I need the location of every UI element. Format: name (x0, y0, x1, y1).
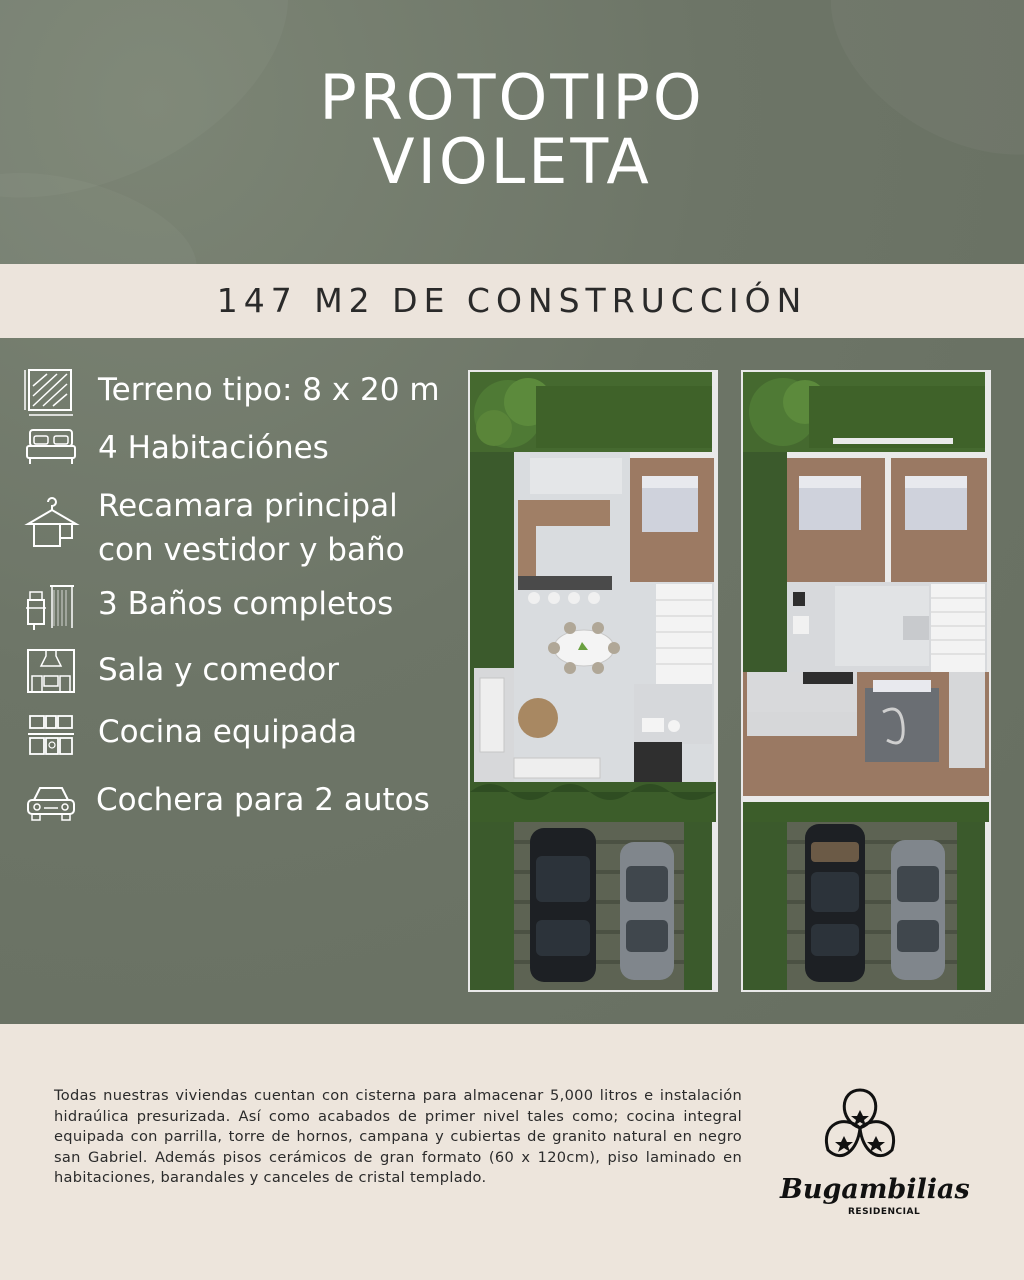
feature-master-line2: con vestidor y baño (98, 532, 405, 568)
hanger-icon (24, 494, 80, 550)
bougainvillea-flower-icon (778, 1084, 942, 1180)
description-text: Todas nuestras viviendas cuentan con cisterna para almacenar 5,000 litros e instalación hidraúlica presurizada. Así como acabados de primer nivel tales como; cocina integral equipada con parrilla, torre de hornos, campana y cubiertas de granito natural en negro san Gabriel. Además pisos cerámicos de gran formato (60 x 120cm), piso laminado en habitaciones, barandales y canceles de cristal templado. (54, 1087, 742, 1187)
ground-floor-render (470, 372, 716, 990)
title-line-2: VIOLETA (372, 125, 652, 198)
feature-master (24, 484, 464, 572)
construction-band (0, 264, 1024, 338)
feature-garage-label: Cochera para 2 autos (96, 782, 430, 818)
feature-bedrooms (24, 426, 464, 472)
bed-icon (24, 426, 78, 470)
feature-kitchen-label: Cocina equipada (98, 714, 358, 750)
brand-name: Bugambilias (780, 1174, 970, 1205)
car-icon (24, 782, 78, 826)
bathroom-icon (24, 582, 78, 632)
lot-size-icon (24, 366, 78, 418)
brand-logo (778, 1084, 970, 1230)
title-line-1: PROTOTIPO (319, 61, 705, 134)
feature-garage (24, 778, 464, 828)
floor-plan-upper (741, 370, 991, 992)
upper-floor-render (743, 372, 989, 990)
feature-master-line1: Recamara principal (98, 488, 398, 524)
footer (0, 1024, 1024, 1280)
feature-living (24, 646, 464, 696)
brand-subtitle: RESIDENCIAL (848, 1207, 921, 1217)
feature-bathrooms (24, 582, 464, 632)
feature-lot (24, 366, 464, 416)
feature-bedrooms-label: 4 Habitaciónes (98, 430, 329, 466)
feature-kitchen (24, 710, 464, 760)
construction-area: 147 M2 DE CONSTRUCCIÓN (216, 281, 808, 320)
kitchen-icon (24, 712, 78, 760)
feature-living-label: Sala y comedor (98, 652, 340, 688)
living-room-icon (24, 646, 78, 696)
feature-bathrooms-label: 3 Baños completos (98, 586, 394, 622)
floor-plan-ground (468, 370, 718, 992)
feature-lot-label: Terreno tipo: 8 x 20 m (98, 372, 440, 408)
